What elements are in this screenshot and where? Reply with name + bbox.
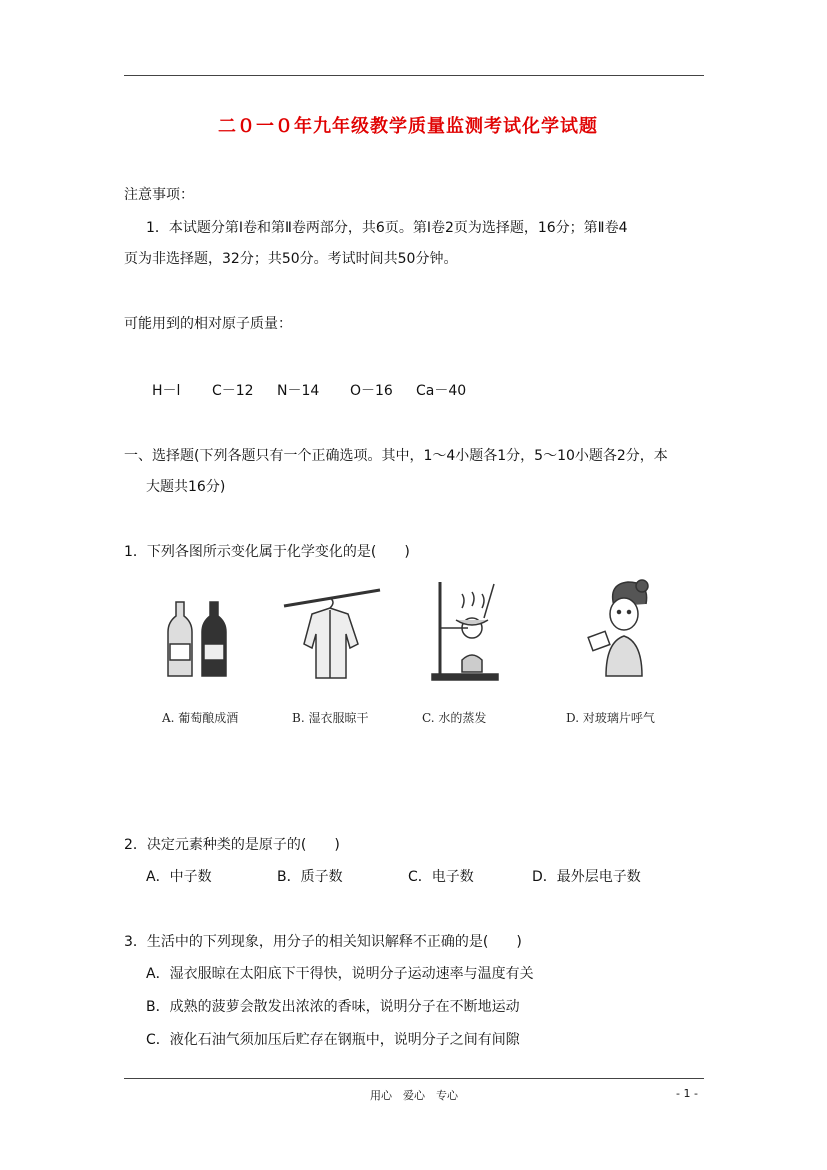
- question-2-option-b: B．质子数: [277, 869, 343, 885]
- question-1-stem: 1．下列各图所示变化属于化学变化的是( ): [124, 544, 410, 560]
- question-2-option-a: A．中子数: [146, 869, 212, 885]
- question-2-stem: 2．决定元素种类的是原子的( ): [124, 837, 340, 853]
- footer-motto: 用心 爱心 专心: [370, 1089, 458, 1102]
- notice-line-1: 1．本试题分第Ⅰ卷和第Ⅱ卷两部分，共6页。第Ⅰ卷2页为选择题，16分；第Ⅱ卷4: [146, 220, 628, 236]
- figure-a-caption: A. 葡萄酿成酒: [162, 711, 239, 725]
- question-3-option-c: C．液化石油气须加压后贮存在钢瓶中，说明分子之间有间隙: [146, 1032, 520, 1048]
- atomic-mass-o: O－16: [350, 383, 393, 399]
- question-3-option-b: B．成熟的菠萝会散发出浓浓的香味，说明分子在不断地运动: [146, 999, 520, 1015]
- figure-d-caption: D. 对玻璃片呼气: [566, 711, 655, 725]
- footer-rule: [124, 1078, 704, 1079]
- section-1-line-1: 一、选择题(下列各题只有一个正确选项。其中，1～4小题各1分，5～10小题各2分，本: [124, 448, 668, 464]
- atomic-mass-h: H－l: [152, 383, 181, 399]
- atomic-mass-c: C－12: [212, 383, 254, 399]
- figure-b-clothes-drying: [282, 586, 382, 682]
- page-number: - 1 -: [676, 1087, 698, 1100]
- header-rule: [124, 75, 704, 76]
- figure-d-breathing-on-glass: [584, 576, 664, 684]
- atomic-mass-ca: Ca－40: [416, 383, 467, 399]
- question-2-option-d: D．最外层电子数: [532, 869, 641, 885]
- figure-c-caption: C. 水的蒸发: [422, 711, 487, 725]
- question-3-option-a: A．湿衣服晾在太阳底下干得快，说明分子运动速率与温度有关: [146, 966, 534, 982]
- question-3-stem: 3．生活中的下列现象，用分子的相关知识解释不正确的是( ): [124, 934, 522, 950]
- notice-heading: 注意事项：: [124, 187, 194, 203]
- page-title: 二０一０年九年级教学质量监测考试化学试题: [218, 116, 598, 137]
- question-2-option-c: C．电子数: [408, 869, 474, 885]
- figure-a-wine-bottles: [160, 598, 242, 680]
- section-1-line-2: 大题共16分): [146, 479, 226, 495]
- atomic-mass-n: N－14: [277, 383, 320, 399]
- figure-b-caption: B. 湿衣服晾干: [292, 711, 369, 725]
- atomic-mass-heading: 可能用到的相对原子质量：: [124, 316, 292, 332]
- figure-c-evaporation: [428, 578, 508, 682]
- notice-line-2: 页为非选择题，32分；共50分。考试时间共50分钟。: [124, 251, 458, 267]
